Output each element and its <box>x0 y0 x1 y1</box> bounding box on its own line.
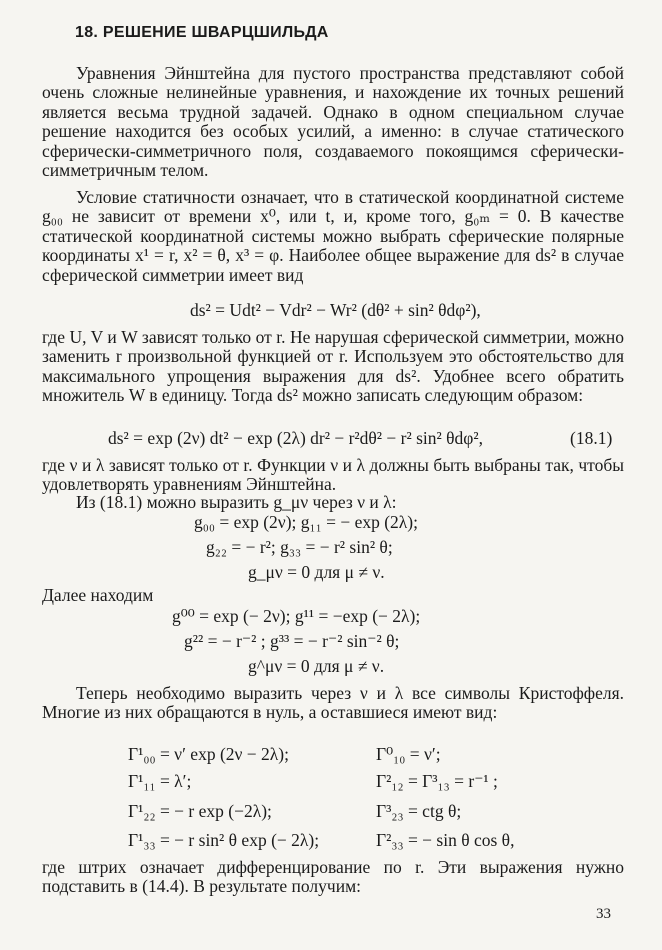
equation-ds-general: ds² = Udt² − Vdr² − Wr² (dθ² + sin² θdφ²), <box>190 300 481 320</box>
christoffel-row1-right: Γ⁰₁₀ = ν′; <box>376 744 441 764</box>
paragraph-metric-intro: Из (18.1) можно выразить g_μν через ν и λ: <box>76 492 397 512</box>
paragraph-static-condition: Условие статичности означает, что в статической координатной системе g₀₀ не зависит от времени x⁰, или t, и, кроме того, g₀ₘ = 0. В качестве статической координатной системы можно выбрать сферические полярные координаты x¹ = r, x² = θ, x³ = φ. Наиболее общее выражение для ds² в случае сферической симметрии имеет вид <box>42 187 624 285</box>
equation-g-lower-1: g₀₀ = exp (2ν); g₁₁ = − exp (2λ); <box>194 512 418 532</box>
equation-g-lower-3: g_μν = 0 для μ ≠ ν. <box>248 562 385 582</box>
christoffel-row4-right: Γ²₃₃ = − sin θ cos θ, <box>376 830 515 850</box>
christoffel-row4-left: Γ¹₃₃ = − r sin² θ exp (− 2λ); <box>128 830 320 850</box>
equation-18-1: ds² = exp (2ν) dt² − exp (2λ) dr² − r²dθ² − r² sin² θdφ², <box>108 428 484 448</box>
christoffel-row1-left: Γ¹₀₀ = ν′ exp (2ν − 2λ); <box>128 744 289 764</box>
equation-g-upper-3: g^μν = 0 для μ ≠ ν. <box>248 656 385 676</box>
equation-g-upper-1: g⁰⁰ = exp (− 2ν); g¹¹ = −exp (− 2λ); <box>172 606 421 626</box>
paragraph-intro: Уравнения Эйнштейна для пустого пространства представляют собой очень сложные нелинейные уравнения, и нахождение их точных решений является весьма трудной задачей. Однако в одном специальном случае решение находится без особых усилий, а именно: в случае статического сферически-симметричного поля, создаваемого покоящимся сферически-симметричным телом. <box>42 63 624 181</box>
equation-g-upper-2: g²² = − r⁻² ; g³³ = − r⁻² sin⁻² θ; <box>184 631 400 651</box>
page-number: 33 <box>596 906 611 922</box>
equation-g-lower-2: g₂₂ = − r²; g₃₃ = − r² sin² θ; <box>206 537 393 557</box>
paragraph-christoffel-intro: Теперь необходимо выразить через ν и λ все символы Кристоффеля. Многие из них обращаются в нуль, а оставшиеся имеют вид: <box>42 683 624 723</box>
paragraph-next: Далее находим <box>42 585 154 605</box>
paragraph-result: где штрих означает дифференцирование по r. Эти выражения нужно подставить в (14.4). В результате получим: <box>42 857 624 897</box>
paragraph-nu-lambda: где ν и λ зависят только от r. Функции ν и λ должны быть выбраны так, чтобы удовлетворять уравнениям Эйнштейна. <box>42 455 624 495</box>
equation-number: (18.1) <box>570 428 613 448</box>
paragraph-simplification: где U, V и W зависят только от r. Не нарушая сферической симметрии, можно заменить r произвольной функцией от r. Используем это обстоятельство для максимального упрощения выражения для ds². Удобнее всего обратить множитель W в единицу. Тогда ds² можно записать следующим образом: <box>42 327 624 406</box>
christoffel-row2-right: Γ²₁₂ = Γ³₁₃ = r⁻¹ ; <box>376 771 498 791</box>
christoffel-row3-left: Γ¹₂₂ = − r exp (−2λ); <box>128 801 272 821</box>
section-heading: 18. РЕШЕНИЕ ШВАРЦШИЛЬДА <box>75 24 329 41</box>
christoffel-row2-left: Γ¹₁₁ = λ′; <box>128 771 192 791</box>
christoffel-row3-right: Γ³₂₃ = ctg θ; <box>376 801 462 821</box>
